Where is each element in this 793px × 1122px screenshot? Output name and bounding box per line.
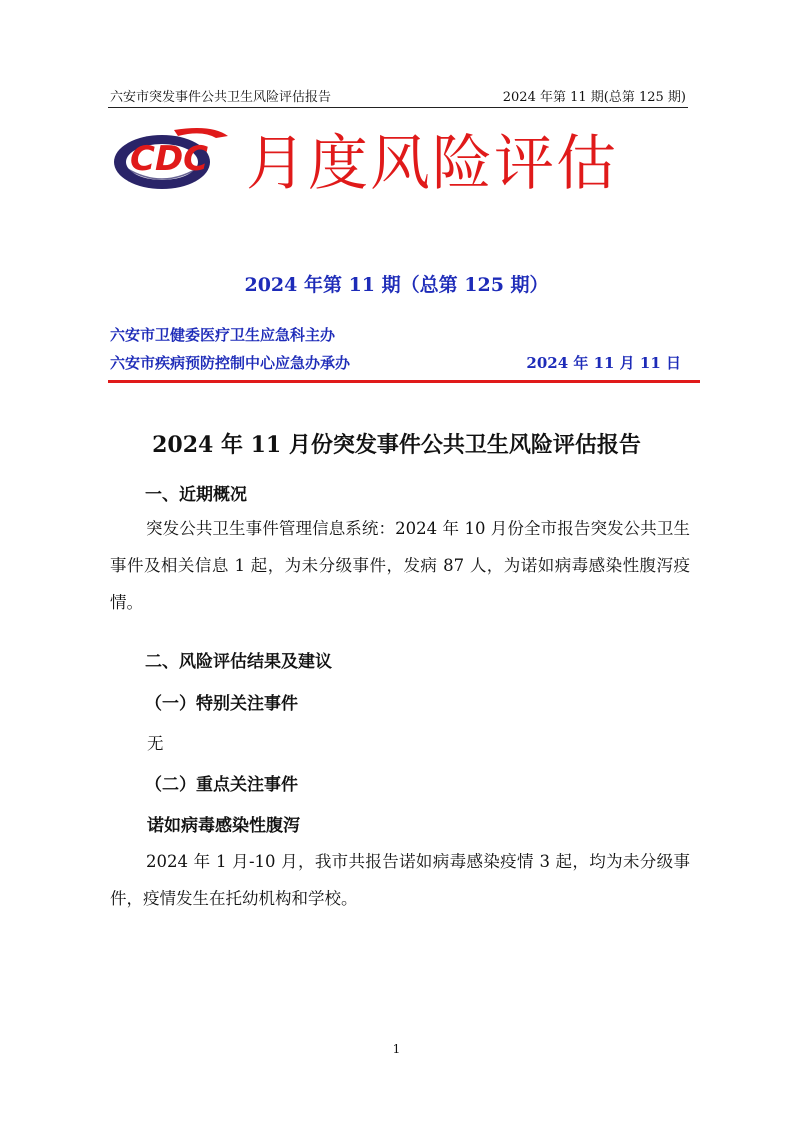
organizer-organization: 六安市疾病预防控制中心应急办承办 xyxy=(110,354,351,372)
masthead-title: 月度风险评估 xyxy=(246,129,618,199)
header-divider xyxy=(108,107,688,108)
subheading-key-attention: （二）重点关注事件 xyxy=(145,775,298,795)
masthead-divider xyxy=(108,380,700,383)
subheading-special-attention: （一）特别关注事件 xyxy=(145,694,298,714)
cdc-logo xyxy=(112,124,230,194)
issue-number: 2024 年第 11 期（总第 125 期） xyxy=(244,274,549,296)
running-header-title: 六安市突发事件公共卫生风险评估报告 xyxy=(110,90,332,105)
section-heading-overview: 一、近期概况 xyxy=(145,485,247,505)
overview-paragraph: 突发公共卫生事件管理信息系统：2024 年 10 月份全市报告突发公共卫生事件及相关信息 1 起，为未分级事件，发病 87 人，为诺如病毒感染性腹泻疫情。 xyxy=(110,519,690,612)
running-header-issue: 2024 年第 11 期(总第 125 期) xyxy=(502,90,686,105)
report-title: 2024 年 11 月份突发事件公共卫生风险评估报告 xyxy=(152,432,641,458)
running-header xyxy=(110,86,686,106)
topic-heading-norovirus: 诺如病毒感染性腹泻 xyxy=(147,816,300,836)
section-heading-assessment: 二、风险评估结果及建议 xyxy=(145,652,332,672)
publication-date: 2024 年 11 月 11 日 xyxy=(526,354,681,372)
logo-lettering: CDC xyxy=(130,139,209,179)
special-attention-text: 无 xyxy=(147,734,164,753)
page-number: 1 xyxy=(392,1042,401,1056)
norovirus-paragraph: 2024 年 1 月-10 月，我市共报告诺如病毒感染疫情 3 起，均为未分级事件，疫情发生在托幼机构和学校。 xyxy=(110,852,690,908)
sponsor-organization: 六安市卫健委医疗卫生应急科主办 xyxy=(110,326,336,344)
cdc-logo-icon xyxy=(112,124,230,194)
